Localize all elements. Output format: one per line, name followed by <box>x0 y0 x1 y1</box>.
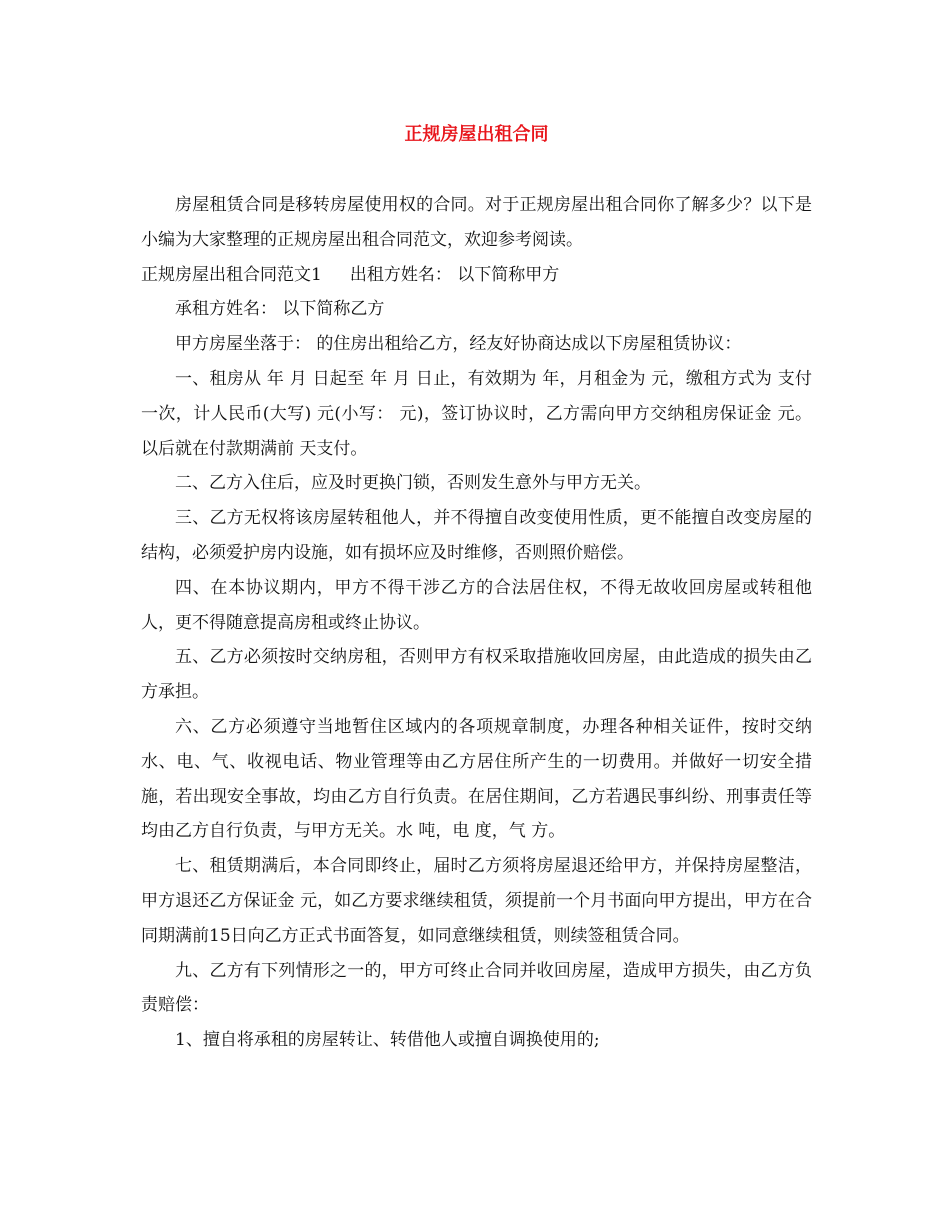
clause-9: 九、乙方有下列情形之一的，甲方可终止合同并收回房屋，造成甲方损失，由乙方负责赔偿： <box>141 960 812 1016</box>
lessee-line: 承租方姓名： 以下简称乙方 <box>175 299 385 320</box>
clause-4: 四、在本协议期内，甲方不得干涉乙方的合法居住权，不得无故收回房屋或转租他人，更不得随意提高房租或终止协议。 <box>141 577 812 633</box>
clause-9-item-1: 1、擅自将承租的房屋转让、转借他人或擅自调换使用的; <box>175 1030 600 1051</box>
document-title: 正规房屋出租合同 <box>404 124 549 145</box>
lessor-line: 出租方姓名： 以下简称甲方 <box>349 264 560 285</box>
location-line: 甲方房屋坐落于： 的住房出租给乙方，经友好协商达成以下房屋租赁协议： <box>175 334 742 355</box>
clause-6: 六、乙方必须遵守当地暂住区域内的各项规章制度，办理各种相关证件，按时交纳水、电、气、收视电话、物业管理等由乙方居住所产生的一切费用。并做好一切安全措施，若出现安全事故，均由乙方自行负责。在居住期间，乙方若遇民事纠纷、刑事责任等均由乙方自行负责，与甲方无关。水 吨，电 度，气 方。 <box>141 716 812 842</box>
clause-7: 七、租赁期满后，本合同即终止，届时乙方须将房屋退还给甲方，并保持房屋整洁，甲方退还乙方保证金 元，如乙方要求继续租赁，须提前一个月书面向甲方提出，甲方在合同期满前15日向乙方正式书面答复，如同意继续租赁，则续签租赁合同。 <box>141 856 812 946</box>
sample-heading: 正规房屋出租合同范文1 <box>141 264 322 285</box>
clause-2: 二、乙方入住后，应及时更换门锁，否则发生意外与甲方无关。 <box>175 473 651 494</box>
sample-heading-line <box>141 258 812 293</box>
intro-paragraph: 房屋租赁合同是移转房屋使用权的合同。对于正规房屋出租合同你了解多少？以下是小编为大家整理的正规房屋出租合同范文，欢迎参考阅读。 <box>141 195 812 250</box>
clause-5: 五、乙方必须按时交纳房租，否则甲方有权采取措施收回房屋，由此造成的损失由乙方承担。 <box>141 647 812 703</box>
clause-3: 三、乙方无权将该房屋转租他人，并不得擅自改变使用性质，更不能擅自改变房屋的结构，必须爱护房内设施，如有损坏应及时维修，否则照价赔偿。 <box>141 508 812 563</box>
clause-1: 一、租房从 年 月 日起至 年 月 日止，有效期为 年，月租金为 元，缴租方式为 支付一次，计人民币(大写) 元(小写： 元)，签订协议时，乙方需向甲方交纳租房保证金 元。以后就在付款期满前 天支付。 <box>141 368 812 459</box>
